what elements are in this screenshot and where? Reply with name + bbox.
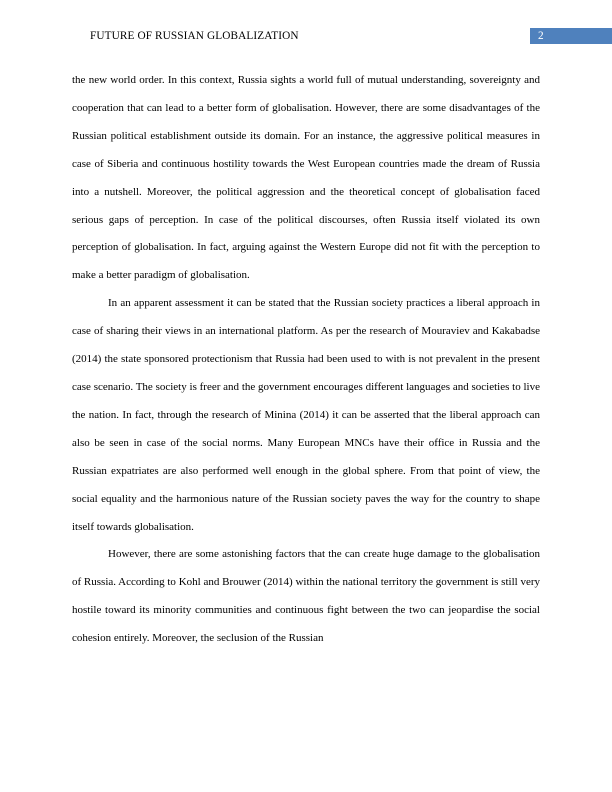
paragraph-astonishing-factors: However, there are some astonishing factors that the can create huge damage to the globalisation of Russia. According to Kohl and Brouwer (2014) within the national territory the government is still very hostile toward its minority communities and continuous fight between the two can jeopardise the social cohesion entirely. Moreover, the seclusion of the Russian	[72, 548, 540, 645]
body-text	[72, 67, 540, 653]
page-number: 2	[538, 30, 544, 42]
paragraph-liberal-approach: In an apparent assessment it can be stated that the Russian society practices a liberal approach in case of sharing their views in an international platform. As per the research of Mouraviev and Kakabadse (2014) the state sponsored protectionism that Russia had been used to with is not prevalent in the present case scenario. The society is freer and the government encourages different languages and societies to live the nation. In fact, through the research of Minina (2014) it can be asserted that the liberal approach can also be seen in case of the social norms. Many European MNCs have their office in Russia and the Russian expatriates are also performed well enough in the global sphere. From that point of view, the social equality and the harmonious nature of the Russian society paves the way for the country to shape itself towards globalisation.	[72, 297, 540, 533]
paragraph-continued: the new world order. In this context, Russia sights a world full of mutual understanding, sovereignty and cooperation that can lead to a better form of globalisation. However, there are some disadvantages of the Russian political establishment outside its domain. For an instance, the aggressive political measures in case of Siberia and continuous hostility towards the West European countries made the dream of Russia into a nutshell. Moreover, the political aggression and the theoretical concept of globalisation faced serious gaps of perception. In case of the political discourses, often Russia itself violated its own perception of globalisation. In fact, arguing against the Western Europe did not fit with the perception to make a better paradigm of globalisation.	[72, 74, 540, 282]
running-header-title: FUTURE OF RUSSIAN GLOBALIZATION	[90, 30, 299, 42]
page-number-box	[530, 28, 612, 44]
